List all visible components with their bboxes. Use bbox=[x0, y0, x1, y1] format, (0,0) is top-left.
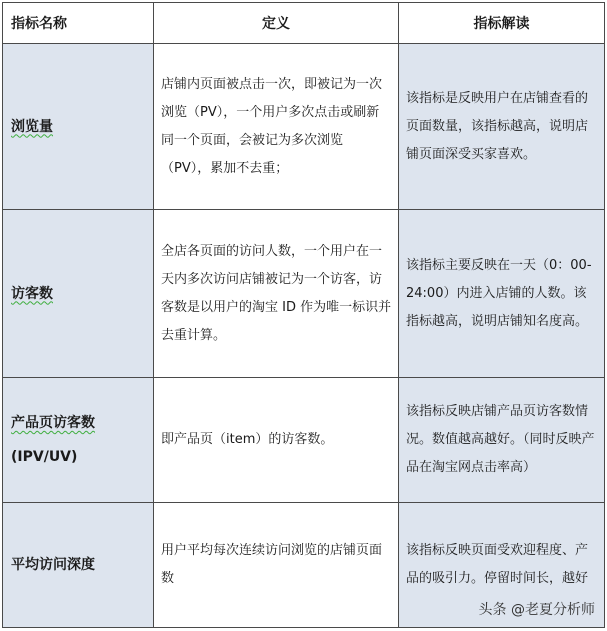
metric-name-text: 浏览量 bbox=[11, 118, 53, 135]
table-row bbox=[3, 378, 605, 503]
metric-name bbox=[3, 378, 154, 503]
metric-definition: 即产品页（item）的访客数。 bbox=[154, 378, 399, 503]
metrics-table bbox=[2, 2, 605, 628]
table-row bbox=[3, 44, 605, 210]
metric-definition: 用户平均每次连续访问浏览的店铺页面数 bbox=[154, 503, 399, 628]
metric-name-line1: 产品页访客数 bbox=[11, 415, 95, 431]
metric-interpretation: 该指标反映店铺产品页访客数情况。数值越高越好。（同时反映产品在淘宝网点击率高） bbox=[399, 378, 605, 503]
table-row bbox=[3, 210, 605, 378]
metric-name-line2: (IPV/UV) bbox=[11, 449, 78, 465]
metric-interpretation: 该指标是反映用户在店铺查看的页面数量，该指标越高，说明店铺页面深受买家喜欢。 bbox=[399, 44, 605, 210]
metric-interpretation: 该指标主要反映在一天（0：00-24:00）内进入店铺的人数。该指标越高，说明店铺知名度高。 bbox=[399, 210, 605, 378]
metric-definition: 全店各页面的访问人数，一个用户在一天内多次访问店铺被记为一个访客，访客数是以用户的淘宝 ID 作为唯一标识并去重计算。 bbox=[154, 210, 399, 378]
header-row bbox=[3, 3, 605, 44]
metric-definition: 店铺内页面被点击一次，即被记为一次浏览（PV），一个用户多次点击或刷新同一个页面，会被记为多次浏览（PV），累加不去重； bbox=[154, 44, 399, 210]
header-definition: 定义 bbox=[154, 3, 399, 44]
watermark: 头条 @老夏分析师 bbox=[478, 602, 595, 618]
metric-name-text: 访客数 bbox=[11, 285, 53, 302]
header-interpretation: 指标解读 bbox=[399, 3, 605, 44]
metric-interpretation: 该指标反映页面受欢迎程度、产品的吸引力。停留时间长，越好 bbox=[399, 503, 605, 628]
metric-name bbox=[3, 44, 154, 210]
metric-name bbox=[3, 210, 154, 378]
header-metric-name: 指标名称 bbox=[3, 3, 154, 44]
metric-name: 平均访问深度 bbox=[3, 503, 154, 628]
